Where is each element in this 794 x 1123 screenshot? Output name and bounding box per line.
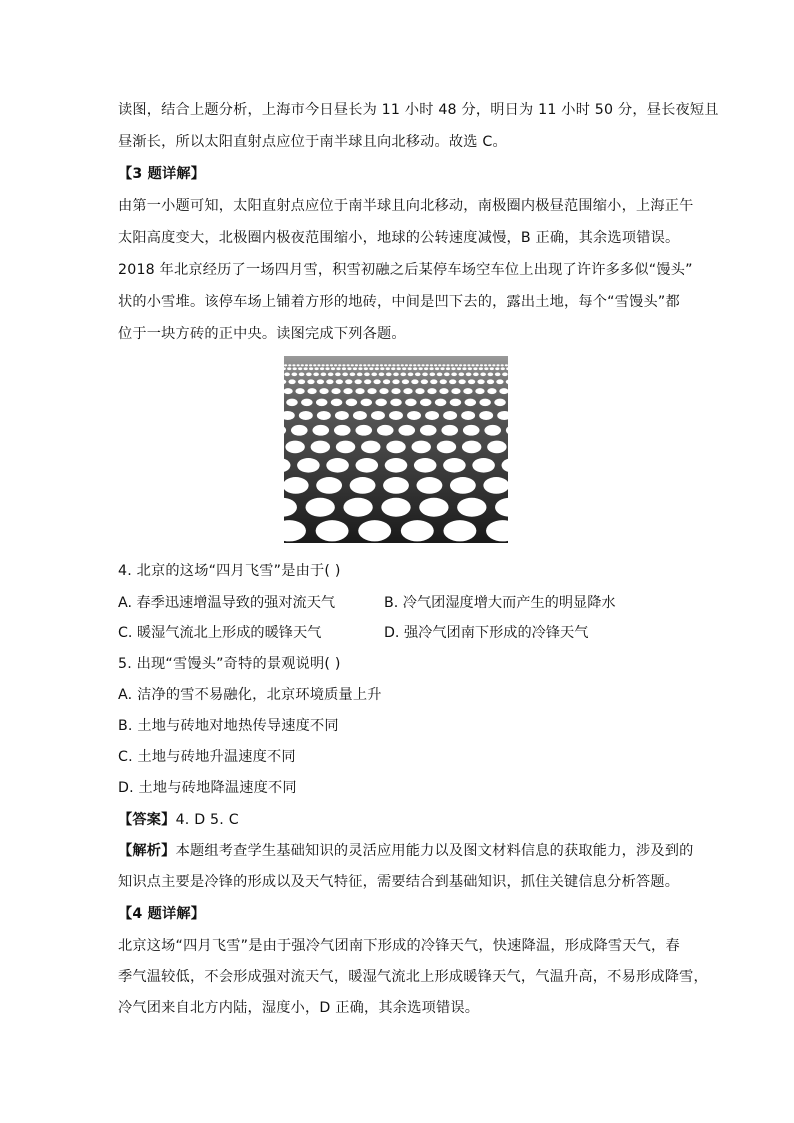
snow-mound (357, 372, 363, 376)
snow-mound (496, 379, 503, 384)
snow-mound (458, 379, 465, 384)
snow-mound (443, 520, 476, 541)
snow-mound (390, 399, 401, 406)
snow-mound (402, 367, 406, 370)
snow-mound (284, 364, 287, 366)
q5-option-c: C. 土地与砖地升温速度不同 (118, 749, 296, 765)
snow-mound (479, 399, 490, 406)
snow-mound (487, 441, 506, 454)
snow-mound (440, 379, 447, 384)
snow-mound (396, 364, 399, 366)
snow-mound (299, 411, 313, 420)
snow-mound (451, 367, 455, 370)
snow-mound (326, 458, 349, 473)
snow-mound (413, 364, 416, 366)
snow-mound (321, 372, 327, 376)
snow-mound (384, 364, 387, 366)
snow-mound (322, 364, 325, 366)
analysis-label: 【解析】 (118, 843, 176, 859)
snow-mound (440, 367, 444, 370)
snow-mound (317, 364, 320, 366)
snow-mound (421, 364, 424, 366)
snow-mound (316, 477, 342, 494)
snow-mound (417, 477, 443, 494)
snow-mound (380, 364, 383, 366)
snow-mound (421, 379, 428, 384)
snow-mound (288, 379, 295, 384)
snow-mound (411, 379, 418, 384)
snow-mound (457, 367, 461, 370)
snow-mound (363, 364, 366, 366)
snow-mound (316, 399, 327, 406)
snow-mound (288, 364, 291, 366)
snow-mound (397, 367, 401, 370)
snow-mound (355, 379, 362, 384)
snow-mound (438, 364, 441, 366)
snow-mound (297, 364, 300, 366)
snow-mound (487, 379, 494, 384)
snow-mound (492, 364, 495, 366)
snow-mound (484, 425, 501, 436)
snow-mound (343, 498, 372, 517)
snow-mound (326, 379, 333, 384)
snow-mound (375, 399, 386, 406)
snow-mound (291, 425, 308, 436)
snow-mound (371, 372, 377, 376)
snow-mound (477, 379, 484, 384)
snow-mound (392, 364, 395, 366)
snow-mound (409, 364, 412, 366)
snow-mound (314, 367, 318, 370)
snow-mound (393, 372, 399, 376)
answer-label: 【答案】 (118, 812, 176, 828)
q4-option-d: D. 强冷气团南下形成的冷锋天气 (384, 625, 589, 641)
snow-mound (419, 367, 423, 370)
snow-mound (415, 388, 424, 394)
snow-mound (379, 372, 385, 376)
snow-mound (484, 367, 488, 370)
snow-mound (420, 399, 431, 406)
snow-mound (451, 372, 457, 376)
snow-mound (462, 441, 481, 454)
section-heading-q3: 【3 题详解】 (118, 166, 206, 182)
snow-mound (355, 388, 364, 394)
snow-mound (391, 388, 400, 394)
answer-text: 4. D 5. C (175, 812, 239, 828)
snow-mound (355, 364, 358, 366)
snow-mound (336, 379, 343, 384)
snow-mound (335, 372, 341, 376)
snow-mound (443, 411, 457, 420)
snow-mound (317, 379, 324, 384)
snow-mound (403, 388, 412, 394)
snow-mound (380, 367, 384, 370)
analysis-line: 知识点主要是冷锋的形成以及天气特征，需要结合到基础知识，抓住关键信息分析答题。 (118, 874, 680, 890)
snow-mound (398, 425, 415, 436)
snow-mound (473, 367, 477, 370)
snow-mound (342, 367, 346, 370)
snow-mound (425, 411, 439, 420)
snow-mound (330, 364, 333, 366)
snow-mound (364, 379, 371, 384)
snow-mound (501, 367, 505, 370)
snow-mound (350, 477, 376, 494)
snow-mound (346, 399, 357, 406)
snow-mound (446, 364, 449, 366)
snow-mound (342, 372, 348, 376)
snow-mound (401, 364, 404, 366)
snow-mound (389, 411, 403, 420)
snow-mound (427, 388, 436, 394)
snow-mound (479, 367, 483, 370)
snow-mound (462, 367, 466, 370)
material-line: 位于一块方砖的正中央。读图完成下列各题。 (118, 326, 406, 342)
snow-mound (358, 520, 391, 541)
snow-mound (441, 425, 458, 436)
snow-mound (297, 458, 320, 473)
snow-mound (377, 425, 394, 436)
snow-mound (411, 441, 430, 454)
snow-mound (351, 364, 354, 366)
snow-mound (367, 388, 376, 394)
snow-mound (495, 367, 499, 370)
snow-mound (306, 372, 312, 376)
snow-mounds-illustration (284, 356, 508, 543)
snow-mound (299, 372, 305, 376)
snow-mound (359, 364, 362, 366)
analysis-text: 本题组考查学生基础知识的灵活应用能力以及图文材料信息的获取能力，涉及到的 (175, 843, 694, 859)
snow-mound (429, 367, 433, 370)
snow-mound (317, 411, 331, 420)
snow-mound (381, 498, 410, 517)
snow-mound (502, 372, 508, 376)
snow-mound (400, 372, 406, 376)
snow-mound (435, 367, 439, 370)
snow-mound (465, 399, 476, 406)
snow-mound (350, 372, 356, 376)
snow-mound (419, 498, 448, 517)
snow-mound (361, 441, 380, 454)
snow-mound (331, 367, 335, 370)
snow-mound (383, 477, 409, 494)
snow-mound (496, 364, 499, 366)
snow-mound (424, 367, 428, 370)
answer-line (118, 810, 239, 830)
snow-mound (473, 372, 479, 376)
snow-mound (292, 364, 295, 366)
snow-mound (430, 372, 436, 376)
snow-mound (386, 441, 405, 454)
snow-mound (487, 388, 496, 394)
snow-mound (386, 372, 392, 376)
snow-mound (376, 364, 379, 366)
snow-mound (375, 367, 379, 370)
snow-mound (408, 367, 412, 370)
snow-mound (347, 367, 351, 370)
snow-mound (336, 367, 340, 370)
snow-mound (472, 458, 495, 473)
snow-mound (484, 364, 487, 366)
snow-mound (364, 367, 368, 370)
snow-mound (313, 364, 316, 366)
snow-mound (356, 458, 379, 473)
snow-mound (495, 372, 501, 376)
snow-mound (286, 399, 297, 406)
snow-mound (334, 364, 337, 366)
snow-mound (386, 367, 390, 370)
snow-mound (295, 388, 304, 394)
snow-mound (434, 364, 437, 366)
snow-mound (320, 367, 324, 370)
snow-mound (346, 364, 349, 366)
snow-mound (284, 372, 290, 376)
snow-mound (331, 388, 340, 394)
snow-mound (371, 364, 374, 366)
snow-mound (437, 372, 443, 376)
snow-mound (407, 411, 421, 420)
paragraph-line: 昼渐长，所以太阳直射点应位于南半球且向北移动。故选 C。 (118, 134, 507, 150)
paragraph-line: 北京这场“四月飞雪”是由于强冷气团南下形成的冷锋天气，快速降温，形成降雪天气，春 (118, 938, 680, 954)
snow-mound (468, 367, 472, 370)
snow-mound (450, 399, 461, 406)
material-line: 状的小雪堆。该停车场上铺着方形的地砖，中间是凹下去的，露出土地，每个“雪馒头”都 (118, 294, 680, 310)
paragraph-line: 太阳高度变大，北极圈内极夜范围缩小，地球的公转速度减慢，B 正确，其余选项错误。 (118, 230, 680, 246)
snow-mound (331, 399, 342, 406)
snow-mound (353, 411, 367, 420)
snow-mound (379, 388, 388, 394)
snow-mound (367, 364, 370, 366)
snow-mound (488, 364, 491, 366)
snow-mound (373, 379, 380, 384)
paragraph-line: 由第一小题可知，太阳直射点应位于南半球且向北移动，南极圈内极昼范围缩小，上海正午 (118, 198, 694, 214)
analysis-line (118, 841, 694, 861)
snow-mound (488, 372, 494, 376)
snow-mound (316, 520, 349, 541)
q5-option-b: B. 土地与砖地对地热传导速度不同 (118, 718, 339, 734)
snow-mound (319, 388, 328, 394)
snow-mound (335, 411, 349, 420)
snow-mound (426, 364, 429, 366)
snow-mound (459, 372, 465, 376)
snow-mound (306, 498, 335, 517)
q5-option-a: A. 洁净的雪不易融化，北京环境质量上升 (118, 687, 382, 703)
snow-mound (439, 388, 448, 394)
snow-mound (450, 477, 476, 494)
snow-mound (364, 372, 370, 376)
snow-mound (467, 364, 470, 366)
snow-mound (391, 367, 395, 370)
snow-mound (361, 399, 372, 406)
snow-mound (463, 425, 480, 436)
snow-mound (336, 441, 355, 454)
snow-mound (422, 372, 428, 376)
snow-mound (494, 399, 505, 406)
snow-mound (476, 364, 479, 366)
snow-mound (342, 364, 345, 366)
snow-mound (463, 364, 466, 366)
snow-mound (459, 364, 462, 366)
snow-mound (312, 425, 329, 436)
snow-mound (371, 411, 385, 420)
snow-mound (430, 364, 433, 366)
snow-mound (343, 388, 352, 394)
snow-mound (463, 388, 472, 394)
snow-mound (328, 372, 334, 376)
snow-mound (446, 367, 450, 370)
snow-mound (309, 364, 312, 366)
snow-mound (444, 372, 450, 376)
snow-mound (326, 364, 329, 366)
snow-mound (480, 372, 486, 376)
snow-mound (435, 399, 446, 406)
snow-mound (475, 388, 484, 394)
snow-mound (442, 364, 445, 366)
snow-mound (405, 364, 408, 366)
snow-mound (417, 364, 420, 366)
snow-mound (402, 379, 409, 384)
snow-mound (309, 367, 313, 370)
snow-mound (466, 372, 472, 376)
snow-mound (305, 364, 308, 366)
snow-mound (313, 372, 319, 376)
snow-mound (449, 379, 456, 384)
q4-option-c: C. 暖湿气流北上形成的暖锋天气 (118, 625, 322, 641)
q5-option-d: D. 土地与砖地降温速度不同 (118, 780, 297, 796)
snow-mound (479, 411, 493, 420)
snow-mound (369, 367, 373, 370)
q4-option-b: B. 冷气团湿度增大而产生的明显降水 (384, 595, 616, 611)
snow-mound (307, 379, 314, 384)
snow-mound (415, 372, 421, 376)
snow-mound (471, 364, 474, 366)
snow-mound (298, 379, 305, 384)
snow-mound (285, 441, 304, 454)
snow-mound (490, 367, 494, 370)
snow-mounds-photo (284, 356, 508, 543)
q4-option-a: A. 春季迅速增温导致的强对流天气 (118, 595, 336, 611)
snow-mound (307, 388, 316, 394)
snow-mound (405, 399, 416, 406)
paragraph-line: 读图，结合上题分析，上海市今日昼长为 11 小时 48 分，明日为 11 小时 50 分，昼长夜短且 (118, 102, 719, 118)
snow-mound (345, 379, 352, 384)
snow-mound (385, 458, 408, 473)
snow-mound (505, 364, 508, 366)
snow-mound (480, 364, 483, 366)
snow-mound (468, 379, 475, 384)
snow-mound (287, 367, 291, 370)
snow-mound (457, 498, 486, 517)
question-4-stem: 4. 北京的这场“四月飞雪”是由于( ) (118, 563, 341, 579)
snow-mound (334, 425, 351, 436)
paragraph-line: 季气温较低，不会形成强对流天气，暖湿气流北上形成暖锋天气，气温升高，不易形成降雪， (118, 969, 708, 985)
snow-mound (301, 364, 304, 366)
snow-mound (451, 364, 454, 366)
snow-mound (293, 367, 297, 370)
material-line: 2018 年北京经历了一场四月雪，积雪初融之后某停车场空车位上出现了许许多多似“馒头” (118, 262, 693, 278)
snow-mound (420, 425, 437, 436)
snow-mound (455, 364, 458, 366)
snow-mound (304, 367, 308, 370)
section-heading-q4: 【4 题详解】 (118, 906, 206, 922)
snow-mound (392, 379, 399, 384)
snow-mound (430, 379, 437, 384)
snow-mound (388, 364, 391, 366)
snow-mound (338, 364, 341, 366)
snow-mound (408, 372, 414, 376)
paragraph-line: 冷气团来自北方内陆，湿度小，D 正确，其余选项错误。 (118, 1000, 480, 1016)
snow-mound (298, 367, 302, 370)
snow-mound (443, 458, 466, 473)
snow-mound (461, 411, 475, 420)
snow-mound (325, 367, 329, 370)
snow-mound (451, 388, 460, 394)
snow-mound (353, 367, 357, 370)
snow-mound (437, 441, 456, 454)
snow-mound (311, 441, 330, 454)
snow-mound (413, 367, 417, 370)
snow-mound (355, 425, 372, 436)
snow-mound (501, 364, 504, 366)
snow-mound (383, 379, 390, 384)
snow-mound (358, 367, 362, 370)
snow-mound (292, 372, 298, 376)
snow-mound (401, 520, 434, 541)
snow-mound (301, 399, 312, 406)
snow-mound (414, 458, 437, 473)
question-5-stem: 5. 出现“雪馒头”奇特的景观说明( ) (118, 656, 341, 672)
